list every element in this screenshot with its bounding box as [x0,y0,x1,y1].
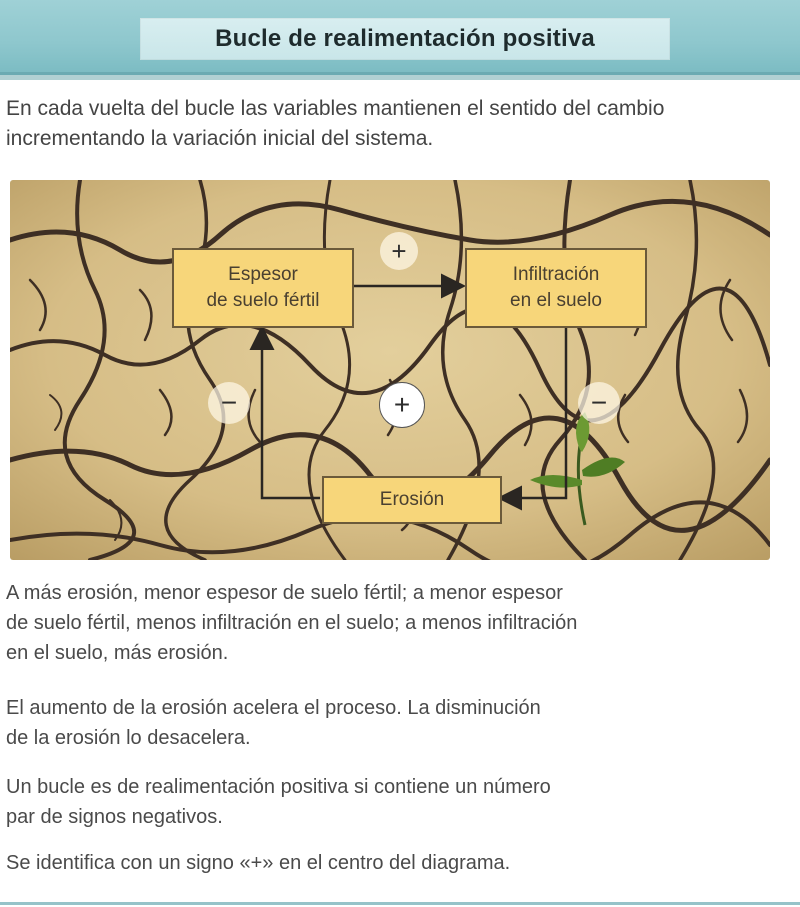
box-label-line: Erosión [379,489,445,510]
feedback-loop-diagram [10,180,770,560]
paragraph-line: de suelo fértil, menos infiltración en el suelo; a menos infiltración [6,612,578,634]
box-erosion [322,476,502,524]
header-band [0,0,800,75]
intro-line: En cada vuelta del bucle las variables mantienen el sentido del cambio [6,97,665,120]
bottom-divider [0,902,800,905]
intro-line: incrementando la variación inicial del sistema. [6,127,434,150]
minus-sign-right: − [578,382,620,424]
box-soil-infiltration [465,248,647,328]
paragraph-4 [6,848,796,878]
page-title: Bucle de realimentación positiva [215,25,595,52]
minus-sign-left: − [208,382,250,424]
box-label-line: en el suelo [510,290,602,311]
box-label-line: de suelo fértil [206,290,320,311]
paragraph-1 [6,578,796,668]
box-label-line: Infiltración [512,264,600,285]
box-fertile-soil-thickness [172,248,354,328]
paragraph-line: en el suelo, más erosión. [6,642,229,664]
paragraph-line: Se identifica con un signo «+» en el centro del diagrama. [6,852,511,874]
plus-sign-top: + [380,232,418,270]
title-tab [140,18,670,60]
box-label-line: Espesor [228,264,298,285]
intro-text [6,94,796,154]
paragraph-2 [6,693,796,753]
paragraph-line: El aumento de la erosión acelera el proceso. La disminución [6,697,541,719]
plus-sign-center: + [379,382,425,428]
paragraph-line: A más erosión, menor espesor de suelo fértil; a menor espesor [6,582,563,604]
paragraph-line: de la erosión lo desacelera. [6,727,251,749]
paragraph-line: Un bucle es de realimentación positiva si contiene un número [6,776,551,798]
paragraph-line: par de signos negativos. [6,806,223,828]
paragraph-3 [6,772,796,832]
